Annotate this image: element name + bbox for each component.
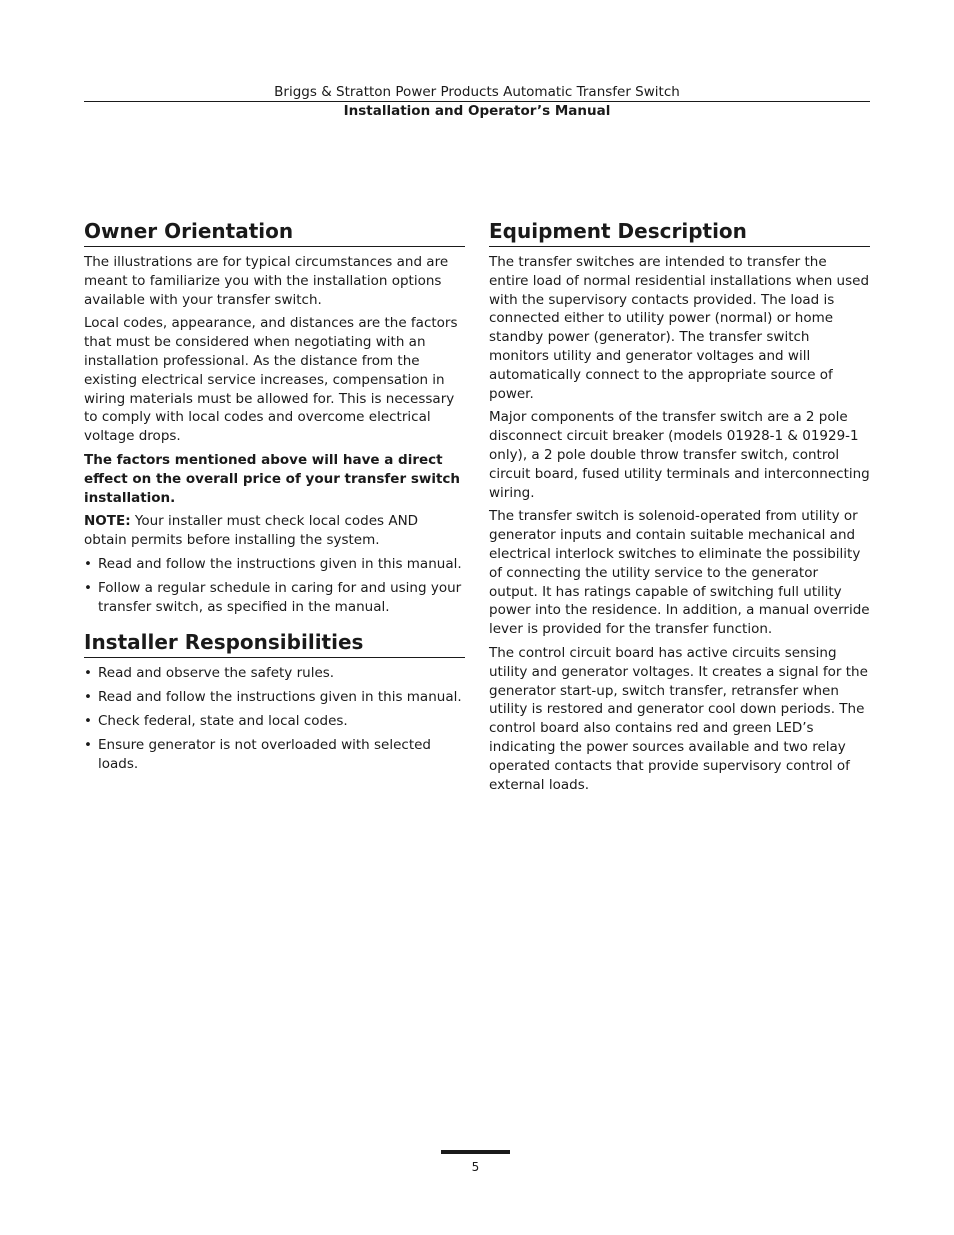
- list-item: [84, 555, 465, 574]
- list-item-text: Read and follow the instructions given in this manual.: [98, 555, 462, 572]
- page-number: 5: [471, 1160, 480, 1174]
- list-item: [84, 664, 465, 683]
- bullet-glyph: •: [84, 712, 92, 729]
- equipment-description-paragraph-4: The control circuit board has active circuits sensing utility and generator voltages. It creates a signal for the generator start-up, switch transfer, retransfer when utility is restored and generator cool down periods. The control board also contains red and green LED’s indicating the power sources available and two relay operated contacts that provide supervisory control of external loads.: [489, 644, 868, 793]
- running-header-title: Briggs & Stratton Power Products Automatic Transfer Switch: [274, 84, 680, 100]
- running-header-subtitle: Installation and Operator’s Manual: [343, 103, 611, 119]
- bullet-glyph: •: [84, 665, 92, 682]
- equipment-description-paragraph-1: The transfer switches are intended to transfer the entire load of normal residential installations when used with the supervisory contacts provided. The load is connected either to utility power (normal) or home standby power (generator). The transfer switch monitors utility and generator voltages and will automatically connect to the appropriate source of power.: [489, 254, 870, 402]
- owner-orientation-paragraph-1: The illustrations are for typical circumstances and are meant to familiarize you with the installation options available with your transfer switch.: [84, 254, 449, 308]
- owner-orientation-heading: Owner Orientation: [84, 218, 465, 247]
- list-item-text: Check federal, state and local codes.: [98, 712, 348, 729]
- bullet-glyph: •: [84, 689, 92, 706]
- header-divider: [84, 101, 870, 102]
- list-item-text: Ensure generator is not overloaded with selected loads.: [98, 736, 431, 772]
- right-column: [489, 218, 870, 799]
- equipment-description-heading: Equipment Description: [489, 218, 870, 247]
- equipment-description-paragraph-2: Major components of the transfer switch are a 2 pole disconnect circuit breaker (models 01928-1 & 01929-1 only), a 2 pole double throw transfer switch, control circuit board, fused utility terminals and interconnecting wiring.: [489, 409, 870, 501]
- installer-responsibilities-heading: Installer Responsibilities: [84, 629, 465, 658]
- owner-orientation-paragraph-2: Local codes, appearance, and distances are the factors that must be considered when negotiating with an installation professional. As the distance from the existing electrical service increases, compensation in wiring materials must be allowed for. This is necessary to comply with local codes and overcome electrical voltage drops.: [84, 315, 458, 445]
- note-text: Your installer must check local codes AND obtain permits before installing the system.: [84, 513, 419, 549]
- list-item-text: Follow a regular schedule in caring for and using your transfer switch, as specified in the manual.: [98, 579, 462, 615]
- owner-orientation-note: [84, 512, 465, 550]
- list-item: [84, 579, 465, 617]
- list-item: [84, 688, 465, 707]
- left-column: [84, 218, 465, 778]
- list-item-text: Read and observe the safety rules.: [98, 665, 335, 682]
- bullet-glyph: •: [84, 579, 92, 596]
- bullet-glyph: •: [84, 736, 92, 753]
- installer-responsibilities-list: [84, 664, 465, 773]
- list-item-text: Read and follow the instructions given in this manual.: [98, 689, 462, 706]
- list-item: [84, 712, 465, 731]
- note-label: NOTE:: [84, 513, 131, 530]
- list-item: [84, 736, 465, 774]
- owner-orientation-bold-paragraph: The factors mentioned above will have a direct effect on the overall price of your transfer switch installation.: [84, 451, 461, 506]
- page-number-bar: [441, 1150, 510, 1154]
- bullet-glyph: •: [84, 555, 92, 572]
- equipment-description-paragraph-3: The transfer switch is solenoid-operated from utility or generator inputs and contain suitable mechanical and electrical interlock switches to eliminate the possibility of connecting the utility service to the generator output. It has ratings capable of switching full utility power into the residence. In addition, a manual override lever is provided for the transfer function.: [489, 508, 870, 638]
- owner-orientation-list: [84, 555, 465, 616]
